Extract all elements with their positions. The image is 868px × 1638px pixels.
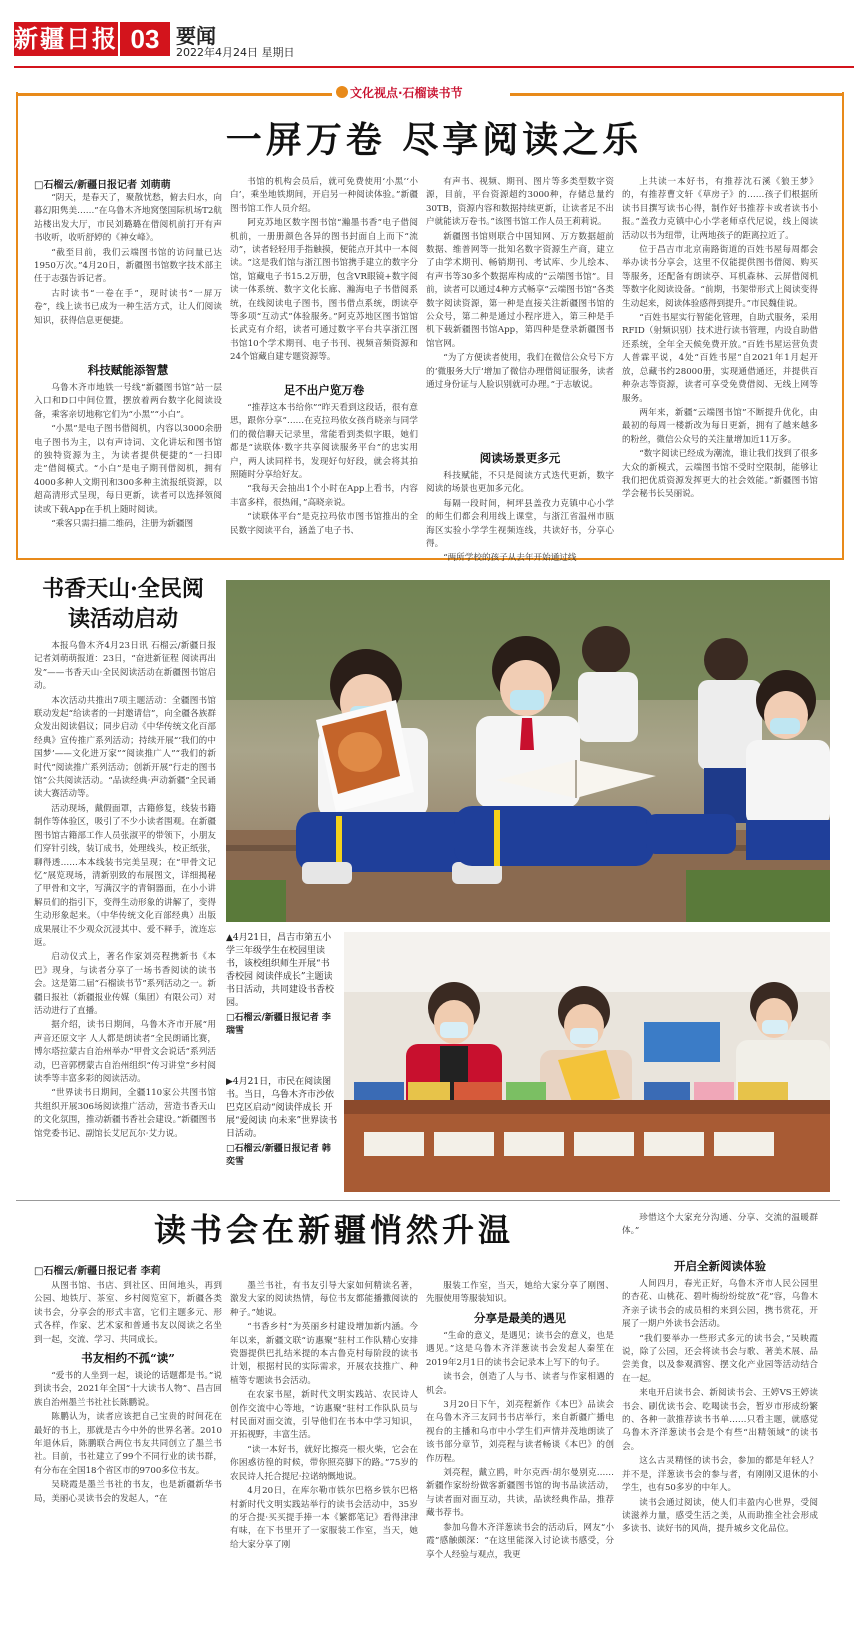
paragraph: “生命的意义，是遇见；读书会的意义，也是遇见。”这是乌鲁木齐洋葱读书会发起人秦笙在2019年2月1日的读书会记录本上写下的句子。 [426,1331,614,1368]
paragraph: “小黑”是电子图书借阅机，内容以3000余册电子图书为主，以有声诗词、文化讲坛和图书馆的独特资源为主，为读者提供便捷的“一扫即走”借阅模式。“小白”是电子期刊借阅机，拥有4000多种人文期刊和300多种主流报纸资源，以超高清形式呈现，每日更新，读者可以选择领阅读或下载App在手机上随时阅读。 [34,424,222,515]
newspaper-logo: 新疆日报 [14,22,118,56]
paragraph: “世界读书日期间，全疆110家公共图书馆共组织开展306场阅读推广活动，营造书香天山的文化氛围，推动新疆书香社会建设。”新疆图书馆党委书记、副馆长艾尼瓦尔·艾力说。 [34,1088,216,1139]
paragraph: “两所学校的孩子从去年开始通过线 [443,553,577,564]
caption-credit: □石榴云/新疆日报记者 李瑞雪 [226,1013,331,1036]
paragraph: 陈鹏认为，读者应该把自己宝贵的时间花在最好的书上，那就是古今中外的世界名著。2010年退休后，陈鹏联合两位书友共同创立了墨兰书社。目前，书社建立了99个不同行业的读书群，有分布在全国18个省区市的9700多位书友。 [34,1412,222,1476]
paragraph: “书香乡村”为英丽乡村建设增加新内涵。今年以来，新疆文联“访惠聚”驻村工作队精心安排瓷器提供巴扎结米提的本古鲁克村每阶段的读书计划，根据村民的实际需求，开展农技推广、种植等专题读书会活动。 [230,1322,418,1386]
paragraph: 读书会通过阅读，使人们丰盈内心世界，受阅读滋养力量，感受生活之美，从而助推全社会形成多读书、读好书的风尚，提升城乡文化品位。 [622,1497,818,1535]
paragraph: “为了方便读者使用，我们在微信公众号下方的‘微服务大厅’增加了微信办理借阅证服务，读者通过身份证与人脸识别就可办理。”于志敏说。 [426,353,614,391]
story3-subhead-1: 书友相约不孤“读” [81,1351,175,1365]
photo-students-reading-illustration [226,580,830,922]
paragraph: “我们要举办一些形式多元的读书会，”吴映霞说，除了公园，还会将读书会与歌、著美术展、品尝美食，以及参观酒窖、摆文化产业园等活动结合在一起。 [622,1333,818,1384]
story3-column-1b [34,1370,222,1628]
paragraph: 从图书馆、书店、到社区、田间地头，再到公园、地铁厅、茶室、乡村阅览室下，新疆各类读书会，分享会的形式丰富，它们主题多元、形式各样，作家、艺术家和普通书友以阅读之名坐到一起，交流、学习、共同成长。 [34,1281,222,1345]
story3-column-4 [622,1212,818,1252]
story1-column-1 [34,192,222,357]
paragraph: 本报乌鲁木齐4月23日讯 石榴云/新疆日报记者刘萌萌报道：23日，“奋进新征程 阅读再出发”——书香天山·全民阅读活动在新疆图书馆启动。 [34,641,216,692]
story1-column-4 [622,176,818,548]
story3-headline: 读书会在新疆悄然升温 [153,1211,514,1249]
paragraph: “阴天，是春天了，聚散忧愁，俯去归水，向暮幻阳隽美……”在乌鲁木齐地窝堡国际机场T2航站楼出发大厅，市民刘璐璐在借阅机前打开有声书收听，收听舒婷的《神女峰》。 [34,193,222,244]
banner-line-right [510,93,844,96]
paragraph: “读联体平台”是克拉玛依市图书馆推出的全民数字阅读平台，涵盖了电子书、 [230,512,418,536]
paragraph: 科技赋能，不只是阅读方式迭代更新，数字阅读的场景也更加多元化。 [426,471,614,495]
story3-column-3 [426,1280,614,1306]
story1-subhead-1: 科技赋能添智慧 [87,363,169,377]
paragraph: 上共读一本好书，有推荐沈石溪《狼王梦》的，有推荐曹文轩《草房子》的……孩子们根据所读书目撰写读书心得，制作好书推荐卡或者读书小报。”盖孜力克镇中心小学老师卓代尼说，线上阅读活动以书为纽带，让两地孩子的距离拉近了。 [622,177,818,241]
column-banner: 文化视点·石榴读书节 [350,86,463,100]
paragraph: 每隔一段时间，柯坪县盖孜力克镇中心小学的师生们都会利用线上课堂，与浙江省温州市瓯海区实验小学学生视频连线，共读好书，分享心得。 [426,498,614,550]
paragraph: 位于昌吉市北京南路街道的百姓书屋每周都会举办读书分享会，这里不仅能提供图书借阅、购买等服务，还配备有朗读亭、耳机森林、云屏借阅机等数字化阅读设备。“前期，书架带形式上阅读变得生动起来，阅读体验感得到提升。”市民魏佳说。 [622,245,818,309]
section-divider [16,1200,840,1201]
photo-readers-library [344,932,830,1192]
story3-column-1 [34,1280,222,1346]
story1-headline: 一屏万卷 尽享阅读之乐 [225,119,643,161]
paragraph: “截至目前，我们云端图书馆的访问量已达1950万次。”4月20日，新疆图书馆数字技术部主任于志强告诉记者。 [34,247,222,285]
story3-column-2 [230,1280,418,1628]
paragraph: 4月20日，在库尔勒市铁尔巴格乡铁尔巴格村新时代文明实践站举行的读书会活动中，35岁的牙合提·买买提手捧一本《繁都笔记》看得津津有味，在下书里开了一家服装工作室，当天，她给大家分享了刚 [230,1486,418,1550]
section-title: 要闻 [176,24,216,48]
paragraph: 3月20日下午，刘亮程新作《本巴》品读会在乌鲁木齐三友同书书店举行，来自新疆广播电视台的主播和乌市中小学生们声情并茂地朗读了该书部分章节，刘亮程与读者畅谈《本巴》的创作历程。 [426,1400,614,1464]
paragraph: “推荐这本书给你”“昨天看到这段话，很有意思，跟你分享”……在克拉玛依女孩肖晓亲与同学们的微信聊天记录里，常能看到类似字眼，她们都是“读联体·数字共享阅读服务平台”的忠实用户，两人读同样书，发现好句好段，就会将其拍照随时分享给好友。 [230,403,418,481]
story3-subhead-3: 开启全新阅读体验 [674,1259,766,1273]
paragraph: “百姓书屋实行智能化管理，自助式服务，采用RFID（射频识别）技术进行读书管理，内设自助借还系统，全年全天候免费开放。”百姓书屋运营负责人普霖平说，4处“百姓书屋”自2021年1月起开放，总藏书约28000册，实现通借通还，并提供百种杂志等资源，读者可享受免费借阅、无线上网等服务。 [622,313,818,404]
paragraph: 阿克苏地区数字图书馆“瀚墨书香”电子借阅机前，一册册颜色各异的图书封面自上而下“流动”，读者轻轻用手指触摸，便能点开其中一本阅读。“这是我们馆与浙江图书馆携手建立的数字分馆，馆藏电子书15.2万册，包含VR眼镜+数字阅读一体系统、数字文化长廊、瀚海电子书借阅系统，在线阅读电子图书，图书借点系统，朗读亭等多项“互动式”体验服务。”阿克苏地区图书馆馆长武克有介绍，读者可通过数字平台共享浙江图书馆10个学术期刊、电子书刊、视频音频资源和24个馆藏自建专题资源等。 [230,218,418,363]
story1-subhead-3: 阅读场景更多元 [479,451,561,465]
paragraph: 参加乌鲁木齐洋葱读书会的活动后，网友“小霞”感触颇深：“在这里能深入讨论读书感受，分享个人经验与观点，我更 [426,1522,614,1560]
photo2-caption [226,1076,338,1169]
banner-line-left [16,93,332,96]
paragraph: 吴晓霞是墨兰书社的书友，也是新疆新华书局，美丽心灵读书会的发起人，“在 [34,1480,222,1504]
story3-byline: □石榴云/新疆日报记者 李莉 [34,1266,161,1277]
story2-column [34,640,216,1196]
masthead [14,20,854,62]
story1-column-2 [230,176,418,376]
story1-byline: □石榴云/新疆日报记者 刘萌萌 [34,180,171,191]
masthead-rule [14,66,854,68]
photo1-caption [226,932,338,1038]
paragraph: 来电开启读书会、新阅读书会、王婷VS王婷读书会、刷优读书会、吃喝读书会，暂岁市形成纷繁的、各种一款推荐读书书单……只看主题，就感觉乌鲁木齐洋葱读书会是个有些“出精领域”的读书会。 [622,1388,818,1452]
paragraph: 据介绍，读书日期间，乌鲁木齐市开展“用声音还原文字 人人都是朗读者”全民朗诵比赛，博尔塔拉蒙古自治州举办“甲骨文会说话”系列活动，巴音郭楞蒙古自治州组织“传习讲堂”乡村阅读季等丰富多彩的阅读活动。 [34,1020,216,1084]
paragraph: 活动现场，戴假面罩，古籍修复，线装书籍制作等体验区，吸引了不少小读者围观。在新疆图书馆古籍部工作人员张淑平的带领下，小朋友们穿针引线，装订成书，处理线头，校正纸张，聊得透……本本线装书完美呈现；在“甲骨文记忆”展览现场，清新别致的布展图文，详细揭秘了甲骨和文字，写满汉字的青铜器面，在小小讲解员们的指引下，变得生动形象的讲解了，变得生动形象起来。（中华传统文化百部经典）出版成果展让不少观众沉浸其中、爱不释手，流连忘返。 [34,803,216,948]
paragraph: 两年来，新疆“云端图书馆”不断提升优化，由最初的每周一楼新改为每日更新，拥有了越来越多的粉丝，微信公众号的关注量增加近11万多。 [622,407,818,445]
paragraph: “我每天会抽出1个小时在App上看书，内容丰富多样，很热闹，”高晓亲说。 [230,484,418,508]
paragraph: 有声书、视频、期刊、图片等多类型数字资源，目前，平台资源超约3000种，存储总量约30TB，资源内容和数据持续更新，让读者足不出户就能读万卷书。”该图书馆工作人员王莉莉说。 [426,177,614,228]
story1-column-1b [34,382,222,548]
paragraph: “爱书的人坐到一起，谈论的话题都是书。”说到读书会，2021年全国“十大读书人物”、昌吉回族自治州墨兰书社社长陈鹏说。 [34,1371,222,1408]
paragraph: “数字阅读已经成为潮流，谁让我们找到了很多大众的新模式，云端图书馆不受时空限制，能够让我们把优质资源发挥更大的社会效能。”新疆图书馆学会秘书长吴丽说。 [622,449,818,500]
paragraph: 墨兰书社，有书友引导大家如何精读名著，激发大家的阅读热情，每位书友都能播撒阅读的种子。”她说。 [230,1281,418,1318]
story3-column-3b [426,1330,614,1628]
paragraph: 在农家书屋，新时代文明实践站、农民诗人创作交流中心等地，“访惠聚”驻村工作队队员与村民面对面交流，引导他们在书本中学习知识，开拓视野，丰富生活。 [230,1390,418,1441]
story1-column-3b [426,470,614,564]
paragraph: 珍惜这个大家充分沟通、分享、交流的温暖群体。” [622,1213,818,1237]
paragraph: “读一本好书，就好比擦亮一根火柴，它会在你困惑彷徨的时候，带你照亮脚下的路。”75岁的农民诗人托合提尼·拉诺纳慨地说。 [230,1444,418,1482]
banner-bullet-icon [336,86,348,98]
paragraph: 这么古灵精怪的读书会，参加的都是年轻人？并不是，洋葱读书会的参与者，有刚刚又退休的小学生，也有50多岁的中年人。 [622,1456,818,1494]
paragraph: 服装工作室，当天，她给大家分享了刚图、先服使用等服装知识。 [426,1281,614,1305]
story2-headline: 书香天山·全民阅读活动启动 [42,576,204,632]
caption-text: ▶4月21日，市民在阅读图书。当日，乌鲁木齐市沙依巴克区启动“阅读伴成长 开展“爱阅读 向未来”世界读书日活动。 [226,1077,338,1139]
issue-date: 2022年4月24日 星期日 [176,46,295,59]
paragraph: 人间四月，春光正好，乌鲁木齐市人民公园里的杏花、山桃花、碧叶梅纷纷绽放“花”容，乌鲁木齐亲子读书会的成员相约来到公园，携书赏花，开展了一期户外读书会活动。 [622,1279,818,1330]
page-number: 03 [120,22,170,56]
paragraph: 本次活动共推出7项主题活动：全疆图书馆联动发起“给读者的一封邀请信”，向全疆各族群众发出阅读倡议；同步启动《中华传统文化百部经典》宣传推广系列活动；持续开展“‘我们的中国梦’——文化进万家”“阅读推广人”“我们的新时代”阅读推广系列活动；创新开展“行走的图书馆”公共阅读活动。“品读经典·声动新疆”全民诵读大赛活动等。 [34,695,216,800]
caption-text: ▲4月21日，昌吉市第五小学三年级学生在校园里读书，该校组织师生开展“书香校园 阅读伴成长”主题读书日活动，共同建设书香校园。 [226,933,335,1008]
paragraph: 书馆的机构会员后，就可免费使用‘小黑’‘小白’，乘坐地铁期间，开启另一种阅读体验。”新疆图书馆工作人员介绍。 [230,177,418,214]
caption-credit: □石榴云/新疆日报记者 韩奕雪 [226,1144,331,1167]
paragraph: 刘亮程，戴立鸥，叶尔克西·胡尔曼别克……新疆作家纷纷做客新疆图书馆的询书品读活动，与读者面对面互动，共读，品读经典作品，推荐藏书荐书。 [426,1468,614,1519]
paragraph: 读书会，创造了人与书、读者与作家相遇的机会。 [426,1372,614,1396]
story3-subhead-2: 分享是最美的遇见 [474,1311,566,1325]
paragraph: 新疆图书馆则联合中国知网、万方数据超前数据、维普网等一批知名数字资源生产商，建立了由学术期刊、畅销期刊、考试库、少儿绘本、有声书等30多个数据库构成的“云端图书馆”。目前，读者可以通过4种方式畅享“云端图书馆”各类数字阅读资源，第一种是直接关注新疆图书馆的公众号，第二种是通过小程序进入，第三种是手机下载新疆图书馆App，第四种是登录新疆图书馆官网。 [426,231,614,349]
paragraph: 启动仪式上，著名作家刘亮程携新书《本巴》现身，与读者分享了一场书香阅读的读书会。这是第二届“石榴读书节”系列活动之一。新疆日报社（新疆报业传媒（集团）有限公司）对活动进行了直播。 [34,952,216,1016]
story1-subhead-2: 足不出户览万卷 [283,383,365,397]
paragraph: 古时读书“一卷在手”，现时读书“一屏万卷”，线上读书已成为一种生活方式，让人们阅读知识，获得信息更便捷。 [34,288,222,326]
photo-students-reading [226,580,830,922]
story1-column-2b [230,402,418,548]
paragraph: “乘客只需扫描二维码，注册为新疆图 [51,519,194,530]
photo-readers-library-illustration [344,932,830,1192]
story3-column-4b [622,1278,818,1628]
story1-column-3 [426,176,614,444]
paragraph: 乌鲁木齐市地铁一号线“新疆图书馆”站一层入口和D口中间位置，摆放着两台数字化阅读设备，乘客亲切地称它们为“小黑”“小白”。 [34,383,222,420]
